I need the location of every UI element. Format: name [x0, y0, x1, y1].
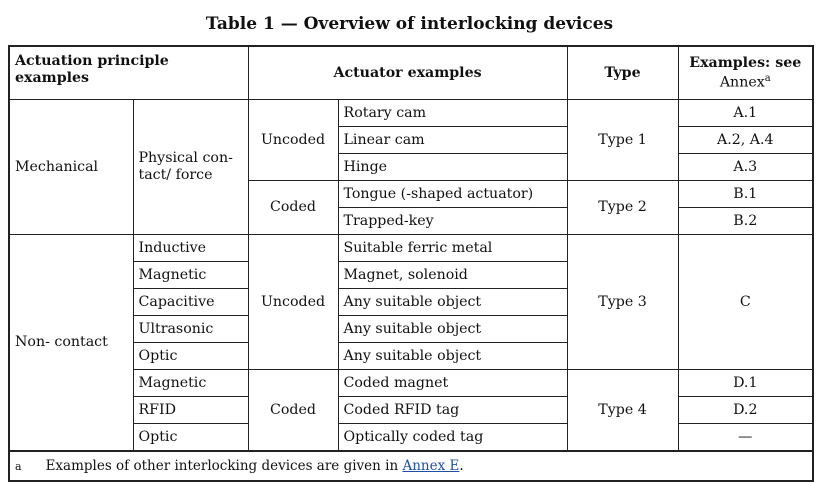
actuator-coded-rfid-tag: Coded RFID tag	[338, 397, 567, 424]
annex-e-link[interactable]: Annex E	[402, 457, 460, 474]
actuator-any-object: Any suitable object	[338, 289, 567, 316]
header-actuation-principle: Actuation principle examples	[9, 46, 248, 100]
group-physical-contact: Physical con- tact/ force	[133, 100, 248, 235]
example-d1: D.1	[678, 370, 813, 397]
actuator-magnet-solenoid: Magnet, solenoid	[338, 262, 567, 289]
header-annex-note: a	[764, 73, 771, 85]
example-b2: B.2	[678, 208, 813, 235]
group-non-contact: Non- contact	[9, 235, 133, 452]
actuator-any-object: Any suitable object	[338, 343, 567, 370]
actuator-coded-magnet: Coded magnet	[338, 370, 567, 397]
example-a3: A.3	[678, 154, 813, 181]
actuator-any-object: Any suitable object	[338, 316, 567, 343]
header-row	[9, 46, 813, 100]
example-c: C	[678, 235, 813, 370]
header-examples-line1: Examples: see	[689, 55, 802, 72]
actuator-tongue: Tongue (-shaped actuator)	[338, 181, 567, 208]
table-row	[9, 235, 813, 262]
header-actuator-examples: Actuator examples	[248, 46, 567, 100]
footnote	[9, 451, 813, 481]
example-none: —	[678, 424, 813, 452]
group-uncoded-non-contact: Uncoded	[248, 235, 338, 370]
actuator-rotary-cam: Rotary cam	[338, 100, 567, 127]
table-row	[9, 100, 813, 127]
principle-optic-coded: Optic	[133, 424, 248, 452]
example-a2-a4: A.2, A.4	[678, 127, 813, 154]
principle-magnetic-coded: Magnetic	[133, 370, 248, 397]
group-mechanical: Mechanical	[9, 100, 133, 235]
actuator-trapped-key: Trapped-key	[338, 208, 567, 235]
type-3: Type 3	[567, 235, 678, 370]
actuator-ferric-metal: Suitable ferric metal	[338, 235, 567, 262]
example-b1: B.1	[678, 181, 813, 208]
example-a1: A.1	[678, 100, 813, 127]
footnote-row	[9, 451, 813, 481]
interlocking-devices-table	[8, 45, 814, 482]
header-type: Type	[567, 46, 678, 100]
footnote-marker: a	[15, 459, 22, 473]
group-coded-mechanical: Coded	[248, 181, 338, 235]
footnote-end: .	[459, 457, 464, 474]
header-examples	[678, 46, 813, 100]
type-4: Type 4	[567, 370, 678, 452]
actuator-hinge: Hinge	[338, 154, 567, 181]
table-title: Table 1 — Overview of interlocking devices	[205, 14, 614, 34]
principle-rfid: RFID	[133, 397, 248, 424]
principle-ultrasonic: Ultrasonic	[133, 316, 248, 343]
actuator-optically-coded-tag: Optically coded tag	[338, 424, 567, 452]
actuator-linear-cam: Linear cam	[338, 127, 567, 154]
footnote-text: Examples of other interlocking devices are given in	[45, 457, 403, 474]
principle-inductive: Inductive	[133, 235, 248, 262]
type-1: Type 1	[567, 100, 678, 181]
principle-optic: Optic	[133, 343, 248, 370]
group-coded-non-contact: Coded	[248, 370, 338, 452]
type-2: Type 2	[567, 181, 678, 235]
example-d2: D.2	[678, 397, 813, 424]
principle-capacitive: Capacitive	[133, 289, 248, 316]
group-uncoded-mechanical: Uncoded	[248, 100, 338, 181]
principle-magnetic: Magnetic	[133, 262, 248, 289]
header-annex: Annex	[719, 74, 765, 91]
